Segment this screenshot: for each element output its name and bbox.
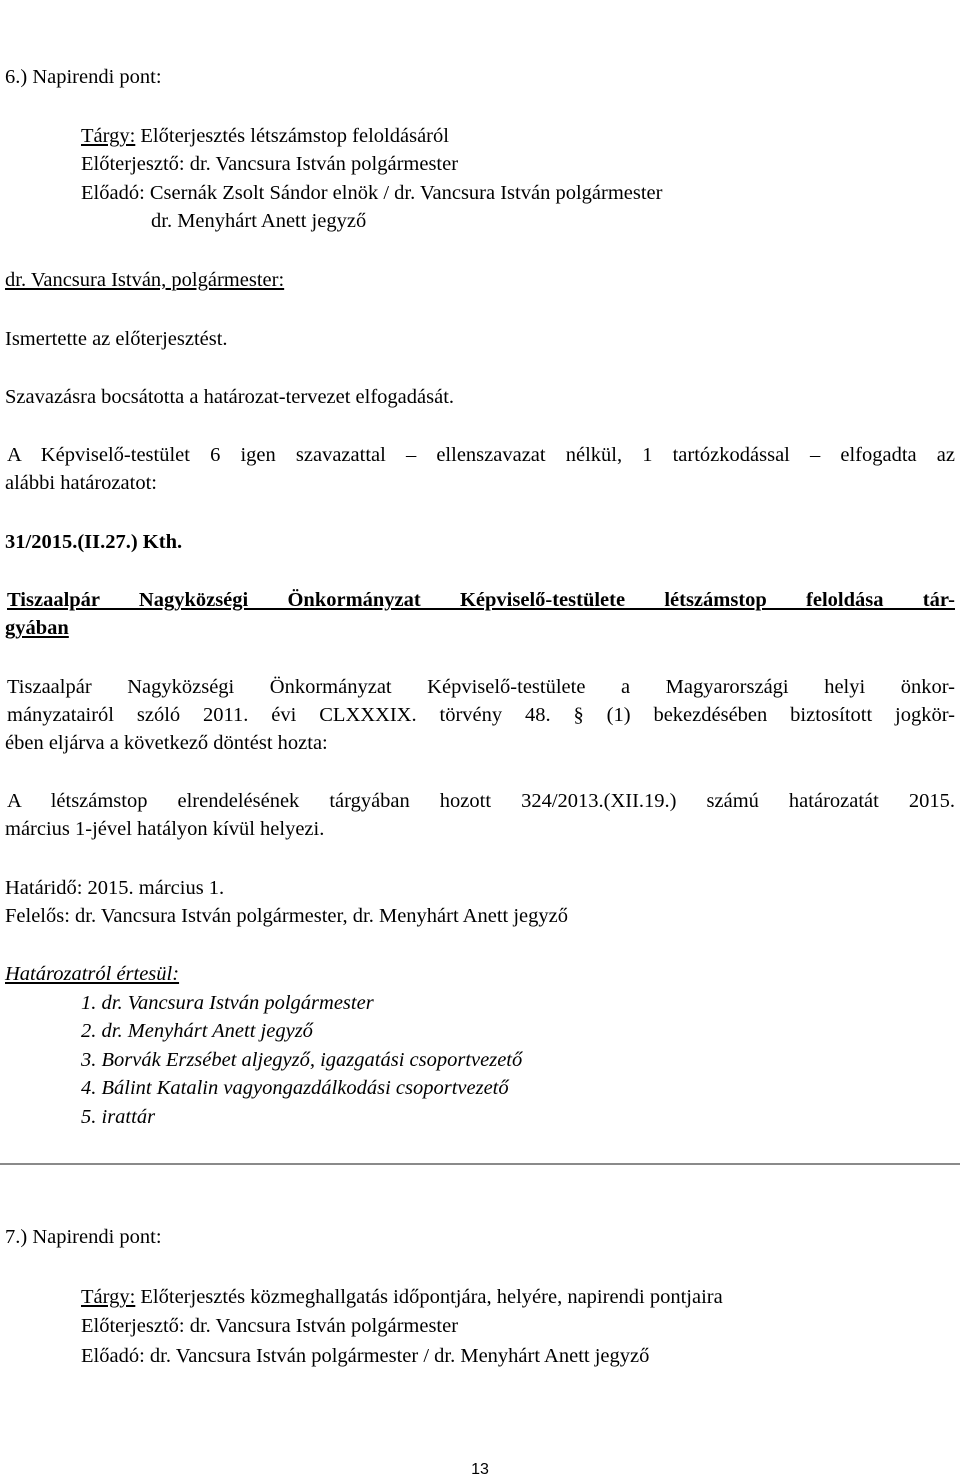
resolution-title-line-1: Tiszaalpár Nagyközségi Önkormányzat Képviselő-testülete létszámstop feloldása tár- — [7, 589, 955, 611]
resolution-number: 31/2015.(II.27.) Kth. — [5, 531, 183, 553]
speaker-name: dr. Vancsura István, polgármester: — [5, 269, 285, 291]
agenda-item-6-presenter: Előadó: Csernák Zsolt Sándor elnök / dr. Vancsura István polgármester — [81, 182, 663, 204]
resolution-body-line-2: mányzatairól szóló 2011. évi CLXXXIX. törvény 48. § (1) bekezdésében biztosított jogkör- — [7, 704, 955, 726]
resolution-body-line-3: ében eljárva a következő döntést hozta: — [5, 732, 328, 754]
notify-heading: Határozatról értesül: — [5, 963, 180, 985]
agenda-item-6-heading: 6.) Napirendi pont: — [5, 66, 162, 88]
subject-text: Előterjesztés közmeghallgatás időpontjára, helyére, napirendi pontjaira — [135, 1286, 723, 1308]
decision-line-2: március 1-jével hatályon kívül helyezi. — [5, 818, 325, 840]
notify-list-item: 5. irattár — [81, 1106, 156, 1128]
subject-label: Tárgy: — [81, 1286, 136, 1308]
section-divider — [0, 1163, 960, 1165]
decision-line-1: A létszámstop elrendelésének tárgyában hozott 324/2013.(XII.19.) számú határozatát 2015. — [7, 790, 955, 812]
vote-result-line-1: A Képviselő-testület 6 igen szavazattal – ellenszavazat nélkül, 1 tartózkodással – elfogadta az — [7, 444, 955, 466]
notify-list-item: 3. Borvák Erzsébet aljegyző, igazgatási csoportvezető — [81, 1049, 523, 1071]
agenda-item-7-subject — [81, 1283, 723, 1311]
subject-label: Tárgy: — [81, 125, 136, 147]
agenda-item-6-subject — [81, 122, 449, 150]
paragraph-vote-called: Szavazásra bocsátotta a határozat-tervezet elfogadását. — [5, 386, 455, 408]
agenda-item-6-proposer: Előterjesztő: dr. Vancsura István polgármester — [81, 153, 459, 175]
notify-list-item: 4. Bálint Katalin vagyongazdálkodási csoportvezető — [81, 1077, 509, 1099]
subject-text: Előterjesztés létszámstop feloldásáról — [135, 125, 449, 147]
notify-list-item: 1. dr. Vancsura István polgármester — [81, 992, 374, 1014]
notify-list-item: 2. dr. Menyhárt Anett jegyző — [81, 1020, 313, 1042]
vote-result-line-2: alábbi határozatot: — [5, 472, 157, 494]
agenda-item-7-proposer: Előterjesztő: dr. Vancsura István polgármester — [81, 1315, 459, 1337]
agenda-item-7-presenter: Előadó: dr. Vancsura István polgármester / dr. Menyhárt Anett jegyző — [81, 1345, 650, 1367]
page-number: 13 — [471, 1461, 489, 1478]
resolution-body-line-1: Tiszaalpár Nagyközségi Önkormányzat Képviselő-testülete a Magyarországi helyi önkor- — [7, 676, 955, 698]
agenda-item-6-presenter-cont: dr. Menyhárt Anett jegyző — [151, 210, 367, 232]
resolution-title-line-2: gyában — [5, 617, 69, 639]
responsible: Felelős: dr. Vancsura István polgármester, dr. Menyhárt Anett jegyző — [5, 905, 568, 927]
deadline: Határidő: 2015. március 1. — [5, 877, 225, 899]
paragraph-presented: Ismertette az előterjesztést. — [5, 328, 228, 350]
agenda-item-7-heading: 7.) Napirendi pont: — [5, 1226, 162, 1248]
